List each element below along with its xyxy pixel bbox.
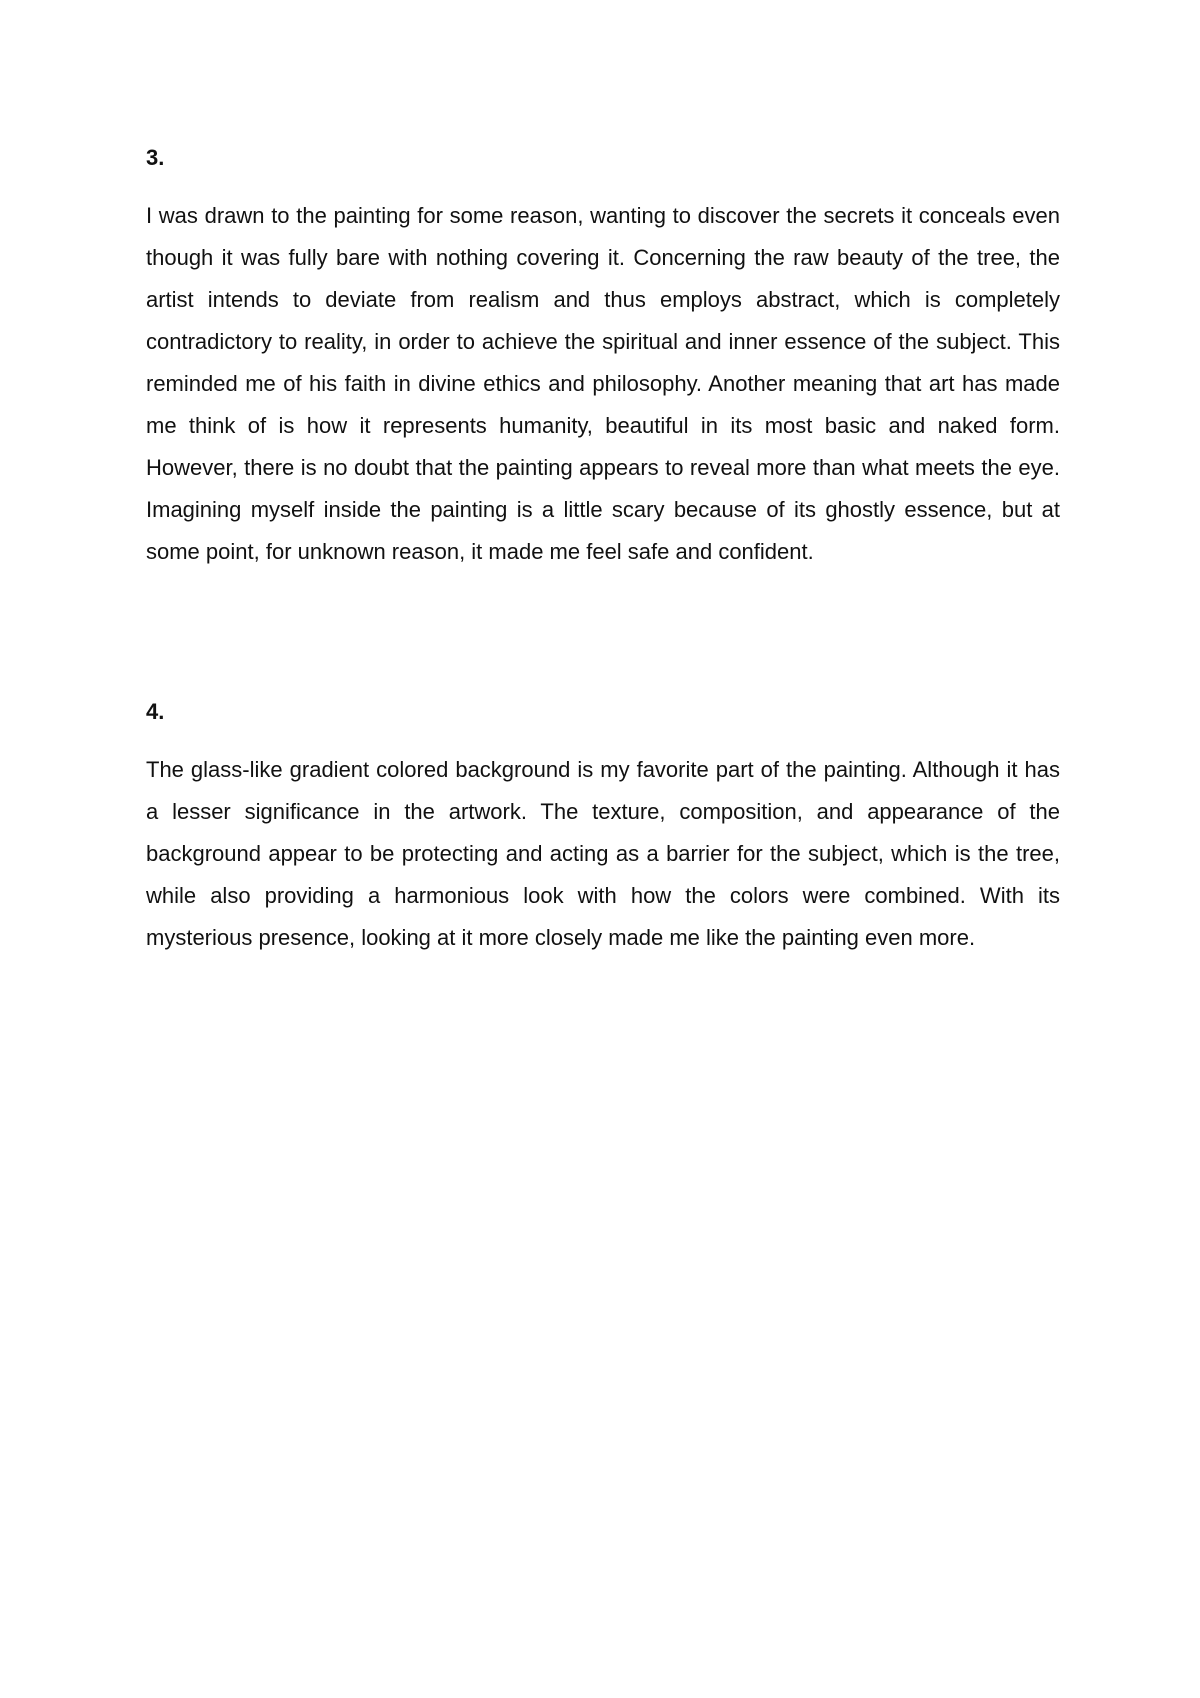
section-body: I was drawn to the painting for some reason, wanting to discover the secrets it conceals even though it was fully bare with nothing covering it. Concerning the raw beauty of the tree, the artist intends to deviate from realism and thus employs abstract, which is completely contradictory to reality, in order to achieve the spiritual and inner essence of the subject. This reminded me of his faith in divine ethics and philosophy. Another meaning that art has made me think of is how it represents humanity, beautiful in its most basic and naked form. However, there is no doubt that the painting appears to reveal more than what meets the eye. Imagining myself inside the painting is a little scary because of its ghostly essence, but at some point, for unknown reason, it made me feel safe and confident. [146, 203, 1060, 564]
section-heading: 4. [146, 699, 165, 724]
section-heading: 3. [146, 145, 165, 170]
section-4 [146, 697, 1060, 959]
section-body: The glass-like gradient colored background is my favorite part of the painting. Although it has a lesser significance in the artwork. The texture, composition, and appearance of the background appear to be protecting and acting as a barrier for the subject, which is the tree, while also providing a harmonious look with how the colors were combined. With its mysterious presence, looking at it more closely made me like the painting even more. [146, 757, 1060, 950]
section-3 [146, 143, 1060, 573]
